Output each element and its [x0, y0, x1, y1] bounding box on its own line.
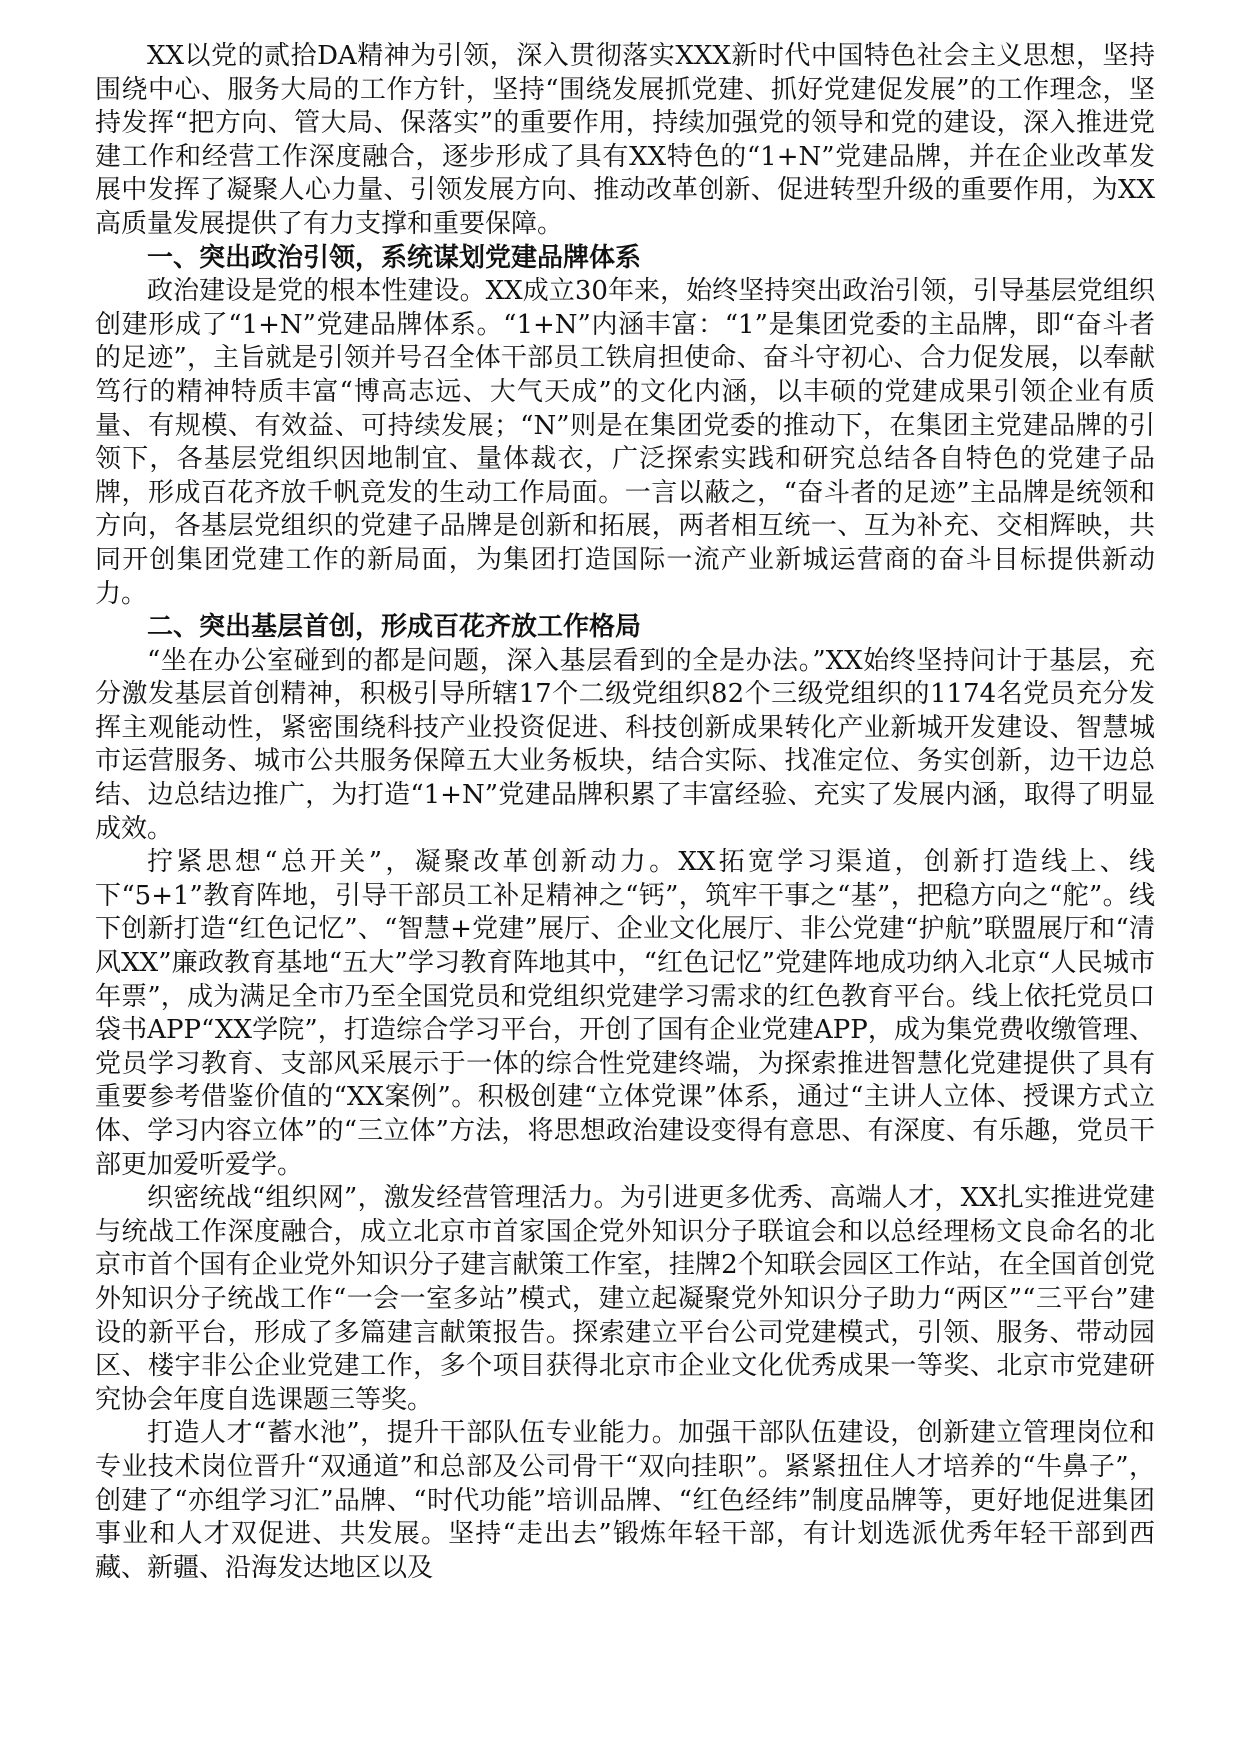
- section-2-paragraph-3: 织密统战“组织网”，激发经营管理活力。为引进更多优秀、高端人才，XX扎实推进党建与统战工作深度融合，成立北京市首家国企党外知识分子联谊会和以总经理杨文良命名的北京市首个国有企业党外知识分子建言献策工作室，挂牌2个知联会园区工作站，在全国首创党外知识分子统战工作“一会一室多站”模式，建立起凝聚党外知识分子助力“两区”“三平台”建设的新平台，形成了多篇建言献策报告。探索建立平台公司党建模式，引领、服务、带动园区、楼宇非公企业党建工作，多个项目获得北京市企业文化优秀成果一等奖、北京市党建研究协会年度自选课题三等奖。: [95, 1183, 1155, 1415]
- document-page: [95, 40, 1155, 1720]
- section-1-paragraph: 政治建设是党的根本性建设。XX成立30年来，始终坚持突出政治引领，引导基层党组织创建形成了“1+N”党建品牌体系。“1+N”内涵丰富：“1”是集团党委的主品牌，即“奋斗者的足迹”，主旨就是引领并号召全体干部员工铁肩担使命、奋斗守初心、合力促发展，以奉献笃行的精神特质丰富“博高志远、大气天成”的文化内涵，以丰硕的党建成果引领企业有质量、有规模、有效益、可持续发展；“N”则是在集团党委的推动下，在集团主党建品牌的引领下，各基层党组织因地制宜、量体裁衣，广泛探索实践和研究总结各自特色的党建子品牌，形成百花齐放千帆竞发的生动工作局面。一言以蔽之，“奋斗者的足迹”主品牌是统领和方向，各基层党组织的党建子品牌是创新和拓展，两者相互统一、互为补充、交相辉映，共同开创集团党建工作的新局面，为集团打造国际一流产业新城运营商的奋斗目标提供新动力。: [95, 276, 1155, 609]
- section-heading-2: 二、突出基层首创，形成百花齐放工作格局: [147, 612, 642, 643]
- section-2-paragraph-4: 打造人才“蓄水池”，提升干部队伍专业能力。加强干部队伍建设，创新建立管理岗位和专业技术岗位晋升“双通道”和总部及公司骨干“双向挂职”。紧紧扭住人才培养的“牛鼻子”，创建了“亦组学习汇”品牌、“时代功能”培训品牌、“红色经纬”制度品牌等，更好地促进集团事业和人才双促进、共发展。坚持“走出去”锻炼年轻干部，有计划选派优秀年轻干部到西藏、新疆、沿海发达地区以及: [95, 1418, 1155, 1583]
- section-2-paragraph-2: 拧紧思想“总开关”，凝聚改革创新动力。XX拓宽学习渠道，创新打造线上、线下“5+1”教育阵地，引导干部员工补足精神之“钙”，筑牢干事之“基”，把稳方向之“舵”。线下创新打造“红色记忆”、“智慧+党建”展厅、企业文化展厅、非公党建“护航”联盟展厅和“清风XX”廉政教育基地“五大”学习教育阵地其中，“红色记忆”党建阵地成功纳入北京“人民城市年票”，成为满足全市乃至全国党员和党组织党建学习需求的红色教育平台。线上依托党员口袋书APP“XX学院”，打造综合学习平台，开创了国有企业党建APP，成为集党费收缴管理、党员学习教育、支部风采展示于一体的综合性党建终端，为探索推进智慧化党建提供了具有重要参考借鉴价值的“XX案例”。积极创建“立体党课”体系，通过“主讲人立体、授课方式立体、学习内容立体”的“三立体”方法，将思想政治建设变得有意思、有深度、有乐趣，党员干部更加爱听爱学。: [95, 847, 1155, 1180]
- section-2-paragraph-1: “坐在办公室碰到的都是问题，深入基层看到的全是办法。”XX始终坚持问计于基层，充分激发基层首创精神，积极引导所辖17个二级党组织82个三级党组织的1174名党员充分发挥主观能动性，紧密围绕科技产业投资促进、科技创新成果转化产业新城开发建设、智慧城市运营服务、城市公共服务保障五大业务板块，结合实际、找准定位、务实创新，边干边总结、边总结边推广，为打造“1+N”党建品牌积累了丰富经验、充实了发展内涵，取得了明显成效。: [95, 645, 1155, 844]
- section-heading-1: 一、突出政治引领，系统谋划党建品牌体系: [147, 242, 642, 273]
- intro-paragraph: XX以党的贰拾DA精神为引领，深入贯彻落实XXX新时代中国特色社会主义思想，坚持围绕中心、服务大局的工作方针，坚持“围绕发展抓党建、抓好党建促发展”的工作理念，坚持发挥“把方向、管大局、保落实”的重要作用，持续加强党的领导和党的建设，深入推进党建工作和经营工作深度融合，逐步形成了具有XX特色的“1+N”党建品牌，并在企业改革发展中发挥了凝聚人心力量、引领发展方向、推动改革创新、促进转型升级的重要作用，为XX高质量发展提供了有力支撑和重要保障。: [95, 41, 1155, 239]
